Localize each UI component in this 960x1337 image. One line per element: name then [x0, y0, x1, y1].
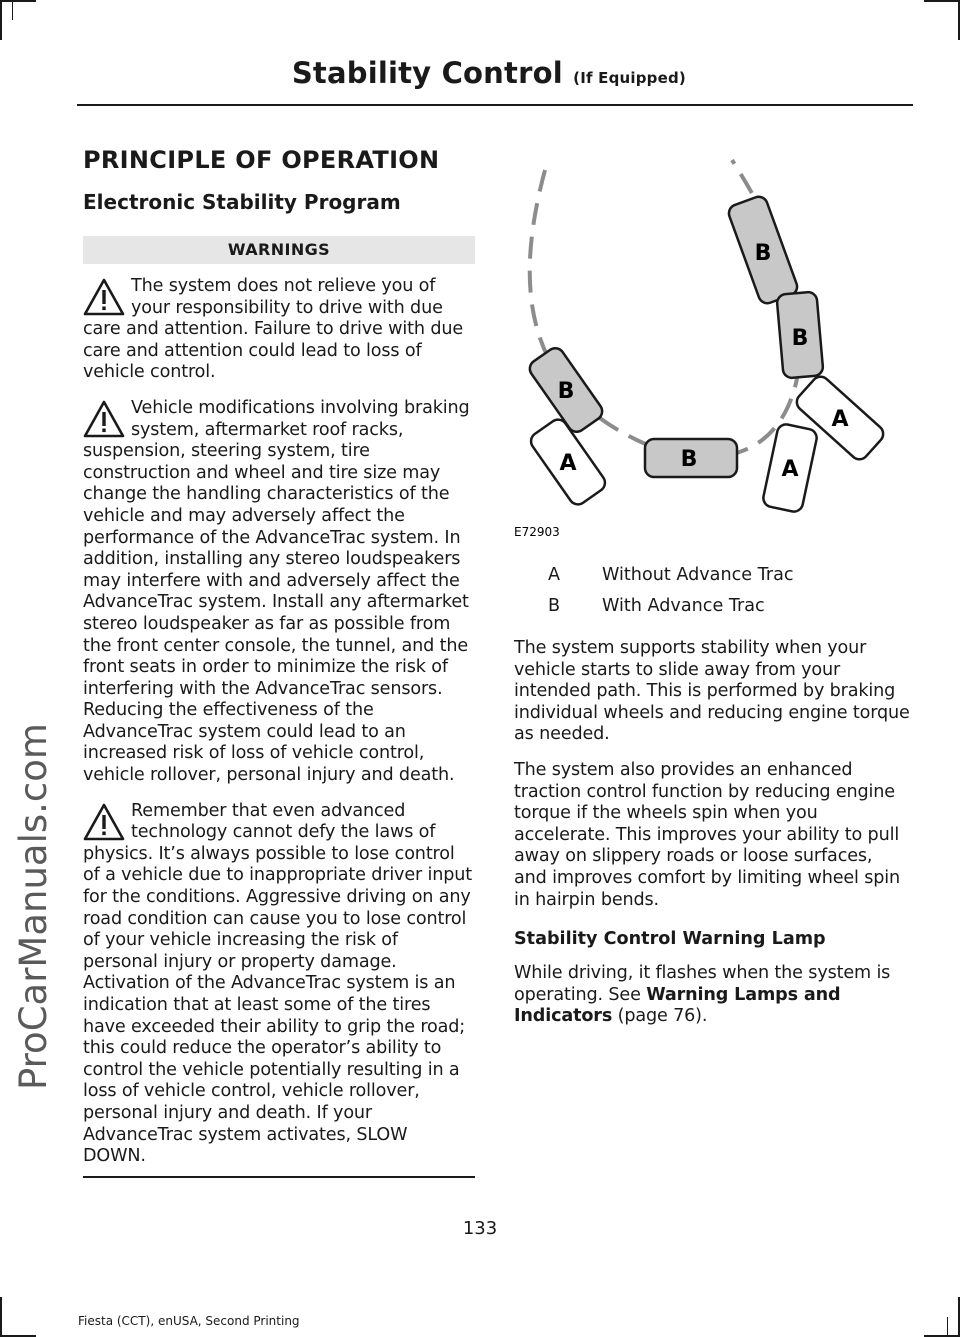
subsection-title: Electronic Stability Program — [83, 190, 401, 214]
crop-mark — [0, 0, 2, 40]
cross-reference-link[interactable]: Warning Lamps and Indicators — [514, 984, 841, 1027]
warning-triangle-icon — [83, 277, 125, 317]
car-with-advancetrac — [726, 194, 799, 305]
crop-mark — [12, 0, 13, 20]
figure-code: E72903 — [514, 525, 560, 539]
legend-text: Without Advance Trac — [602, 565, 794, 585]
warnings-header: WARNINGS — [83, 236, 475, 264]
footer-text: Fiesta (CCT), enUSA, Second Printing — [78, 1314, 300, 1328]
warning-triangle-icon — [83, 802, 125, 842]
car-label: A — [831, 407, 849, 432]
car-label: B — [754, 241, 772, 266]
header-title-text: Stability Control — [291, 56, 563, 90]
left-column — [83, 146, 475, 1178]
car-with-advancetrac — [526, 345, 605, 436]
legend-item — [514, 560, 910, 591]
car-label: B — [680, 447, 698, 472]
car-label: A — [559, 451, 577, 476]
stability-diagram — [500, 150, 920, 550]
warning-text: Remember that even advanced technology cannot defy the laws of physics. It’s always possible to lose control of a vehicle due to inappropriate driver input for the conditions. Aggressive driving on any road condition can cause you to lose control of your vehicle increasing the risk of personal injury or property damage. Activation of the AdvanceTrac system is an indication that at least some of the tires have exceeded their ability to grip the road; this could reduce the operator’s ability to control the vehicle potentially resulting in a loss of vehicle control, vehicle rollover, personal injury and death. If your AdvanceTrac system activates, SLOW DOWN. — [83, 800, 473, 1167]
car-with-advancetrac — [776, 291, 823, 378]
car-label: A — [781, 457, 799, 482]
warnings-end-rule — [83, 1176, 475, 1178]
crop-mark — [947, 1317, 948, 1337]
right-column — [514, 560, 910, 1028]
warning-triangle-icon — [83, 399, 125, 439]
car-label: B — [791, 326, 809, 351]
lamp-text: While driving, it flashes when the system is operating. See — [514, 963, 891, 1005]
legend-key: B — [548, 596, 561, 616]
body-paragraph: The system supports stability when your vehicle starts to slide away from your intended path. This is performed by braking individual wheels and reducing engine torque as needed. — [514, 638, 910, 745]
page-header-title — [292, 56, 686, 90]
page-number: 133 — [462, 1218, 498, 1239]
crop-mark — [0, 0, 36, 2]
car-label: B — [557, 379, 575, 404]
legend-item — [514, 591, 910, 622]
watermark: ProCarManuals.com — [12, 723, 55, 1090]
header-qualifier: (If Equipped) — [573, 69, 686, 87]
warning-text: The system does not relieve you of your responsibility to drive with due care and attention. Failure to drive with due care and attention could lead to loss of vehicle control. — [83, 276, 464, 383]
warning-item — [83, 801, 475, 1168]
crop-mark — [924, 0, 960, 2]
lamp-paragraph — [514, 963, 910, 1028]
warning-item — [83, 398, 475, 787]
page-reference: (page 76). — [612, 1006, 708, 1027]
warning-text: Vehicle modifications involving braking system, aftermarket roof racks, suspension, steering system, tire construction and wheel and tire size may change the handling characteristics of the vehicle and may adversely affect the performance of the AdvanceTrac system. In addition, installing any stereo loudspeakers may interfere with and adversely affect the AdvanceTrac system. Install any aftermarket stereo loudspeaker as far as possible from the front center console, the tunnel, and the front seats in order to minimize the risk of interfering with the AdvanceTrac sensors. Reducing the effectiveness of the AdvanceTrac system could lead to an increased risk of loss of vehicle control, vehicle rollover, personal injury and death. — [83, 397, 470, 786]
section-title: PRINCIPLE OF OPERATION — [83, 146, 440, 174]
car-without-advancetrac — [528, 416, 609, 508]
crop-mark — [0, 1297, 2, 1337]
car-without-advancetrac — [762, 423, 819, 513]
body-paragraph: The system also provides an enhanced traction control function by reducing engine torque if the wheels spin when you accelerate. This improves your ability to pull away on slippery roads or loose surfaces, and improves comfort by limiting wheel spin in hairpin bends. — [514, 759, 901, 910]
warning-item — [83, 276, 475, 384]
car-with-advancetrac — [645, 439, 737, 477]
legend-key: A — [548, 565, 561, 585]
lamp-heading: Stability Control Warning Lamp — [514, 929, 826, 950]
legend-text: With Advance Trac — [602, 596, 765, 616]
header-rule — [77, 104, 913, 106]
